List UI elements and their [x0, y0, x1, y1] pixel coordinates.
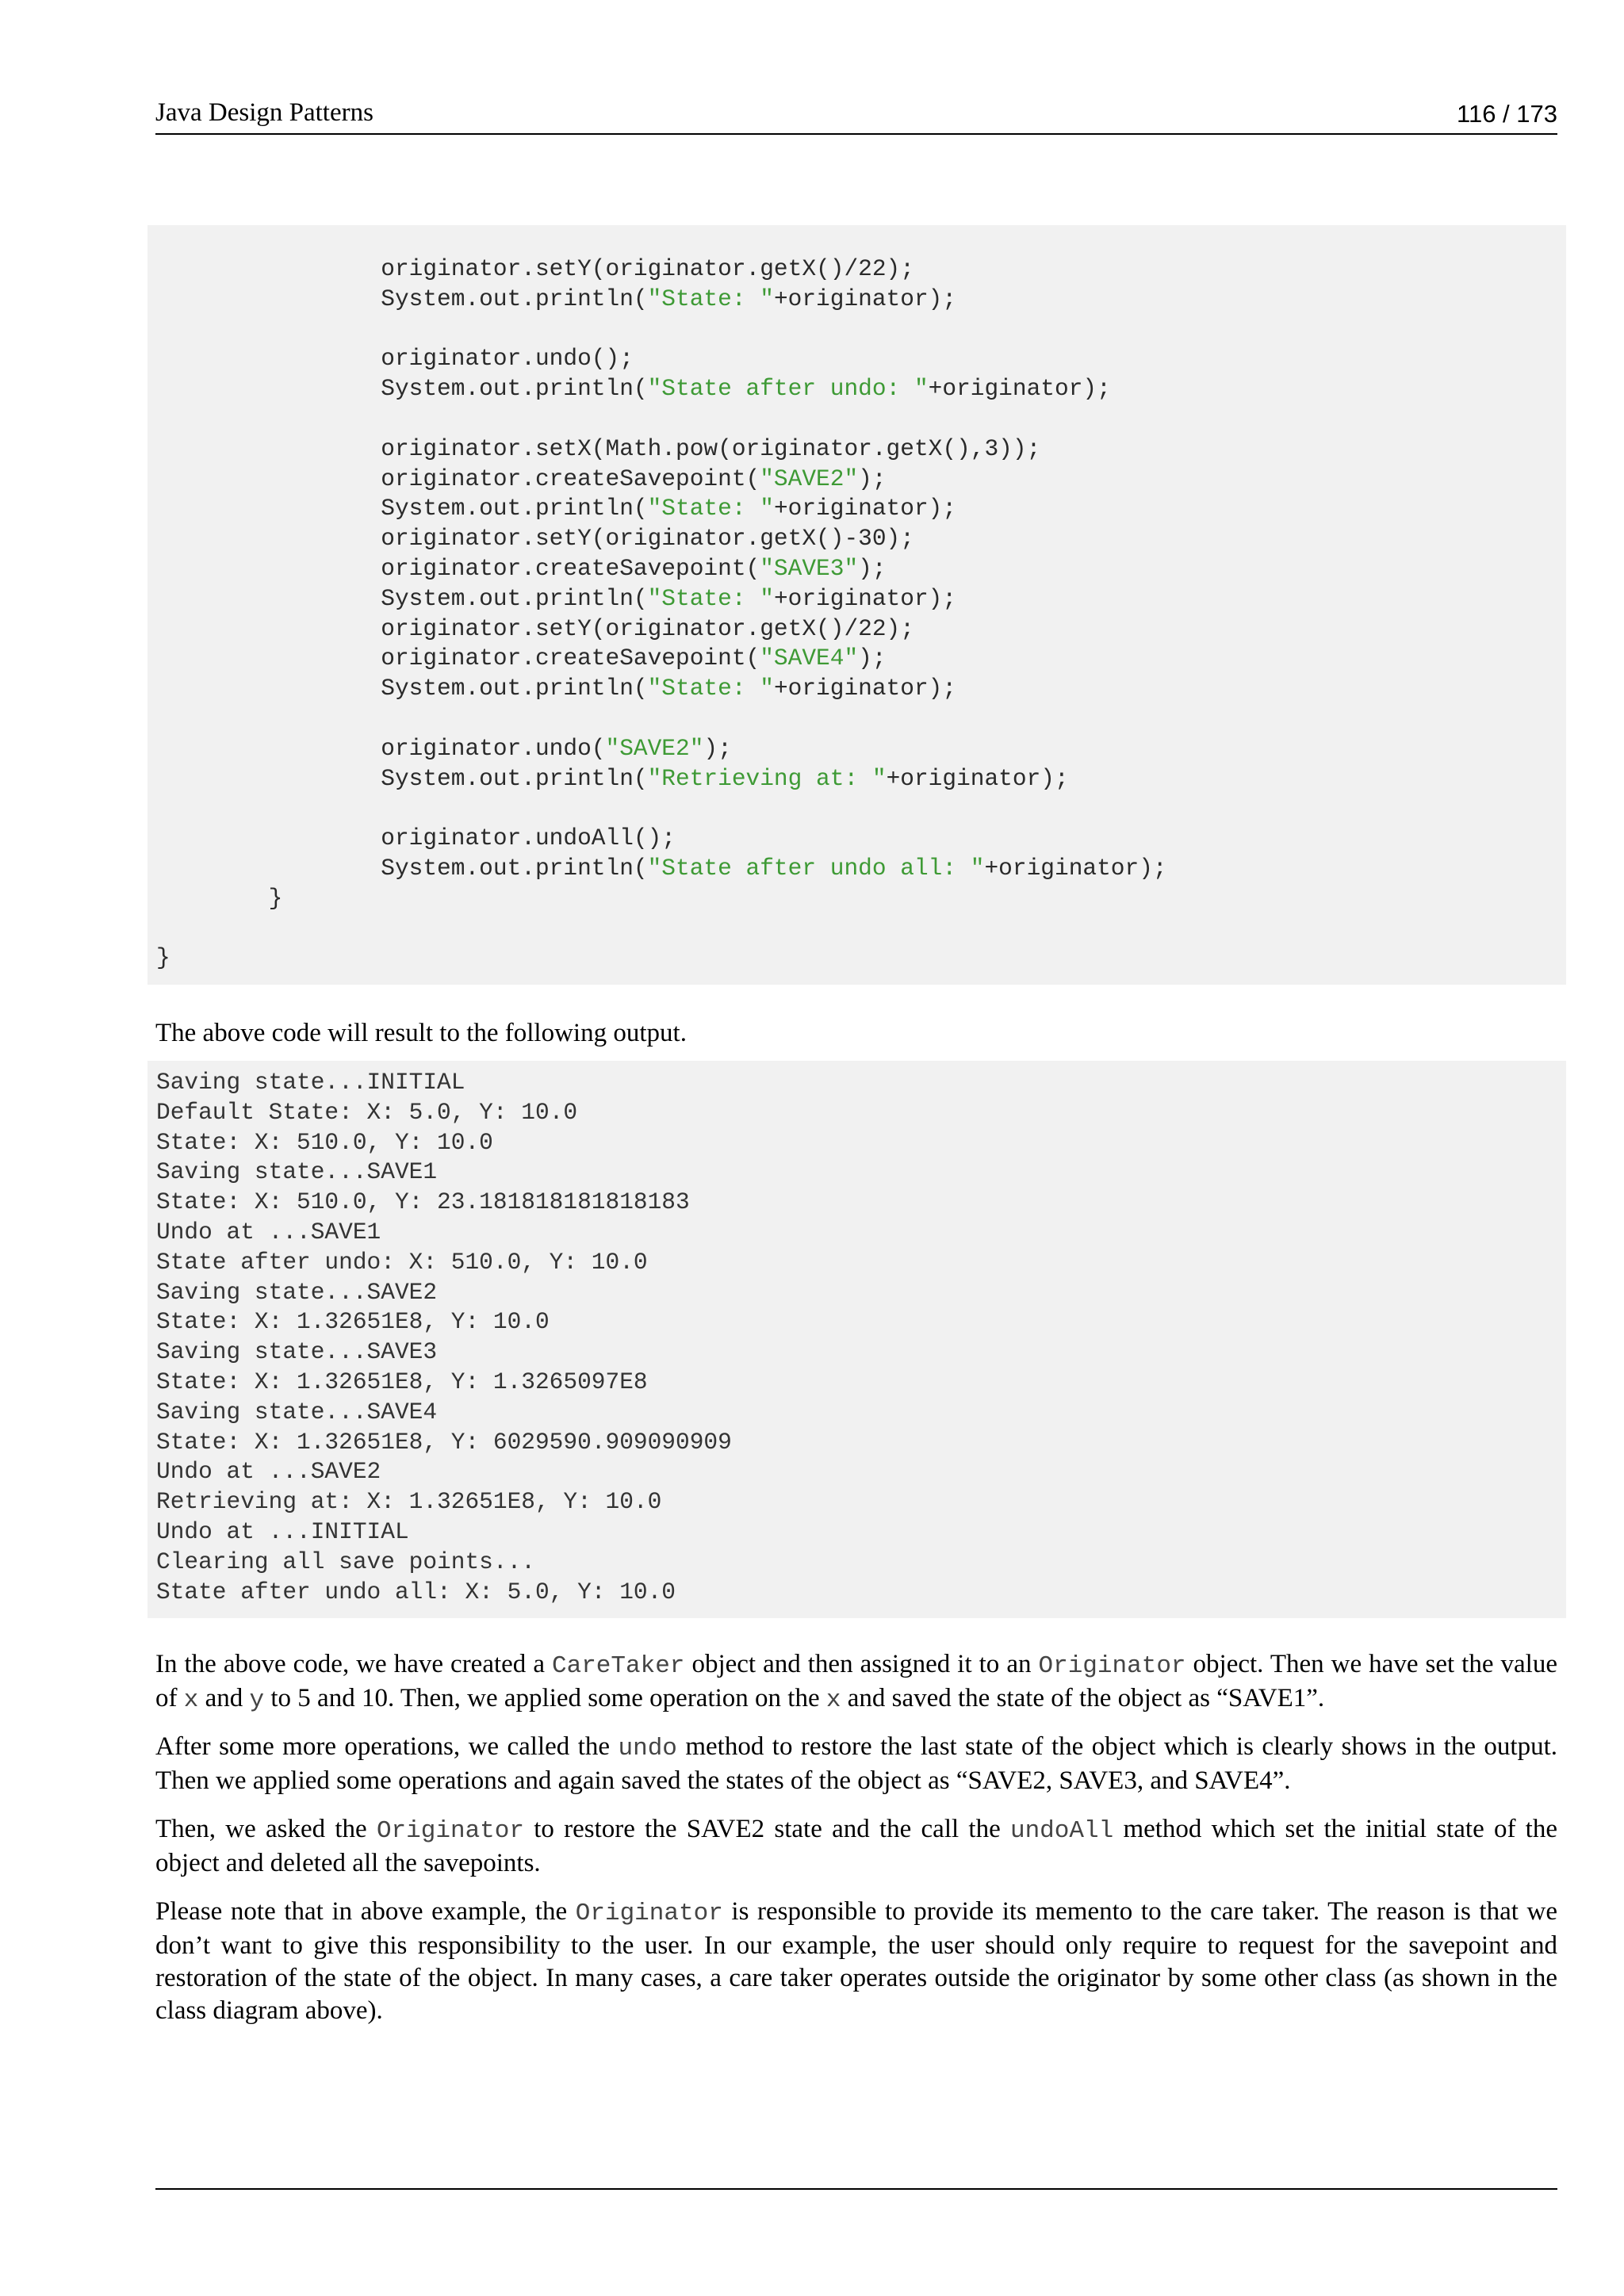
code-line	[156, 434, 1566, 465]
code-line	[156, 554, 1566, 584]
code-text: originator.setX(Math.pow(originator.getX(),3));	[156, 434, 1041, 462]
book-title: Java Design Patterns	[155, 98, 373, 127]
code-text: );	[858, 645, 887, 672]
code-line	[156, 794, 1566, 824]
code-block	[147, 225, 1566, 985]
code-line	[156, 494, 1566, 524]
page-number: 116 / 173	[1457, 100, 1557, 128]
code-text: originator.undo(	[156, 734, 606, 762]
code-string: "State: "	[647, 675, 774, 702]
code-text: }	[156, 884, 283, 912]
output-line: Default State: X: 5.0, Y: 10.0	[156, 1098, 578, 1126]
output-line: State: X: 1.32651E8, Y: 1.3265097E8	[156, 1368, 648, 1395]
code-line	[156, 644, 1566, 674]
code-text: }	[156, 944, 170, 972]
code-line	[156, 254, 1566, 285]
code-string: "SAVE2"	[605, 734, 704, 762]
code-text: originator.createSavepoint(	[156, 554, 760, 582]
footer-rule	[155, 2188, 1557, 2190]
output-line: Undo at ...SAVE2	[156, 1458, 381, 1486]
output-line: Saving state...SAVE4	[156, 1398, 438, 1425]
output-line: Saving state...SAVE3	[156, 1338, 438, 1366]
page-header	[155, 97, 1557, 135]
code-line	[156, 404, 1566, 434]
code-string: "State: "	[647, 495, 774, 522]
code-string: "SAVE2"	[760, 465, 859, 492]
code-text: );	[858, 554, 887, 582]
code-line	[156, 824, 1566, 854]
code-line	[156, 854, 1566, 884]
output-line: State: X: 510.0, Y: 23.181818181818183	[156, 1188, 690, 1216]
code-text: +originator);	[773, 675, 957, 702]
code-text: System.out.println(	[156, 854, 648, 882]
inline-code: undo	[618, 1735, 677, 1762]
code-line	[156, 884, 1566, 914]
output-line: Undo at ...SAVE1	[156, 1218, 381, 1246]
paragraph-note: Please note that in above example, the Originator is responsible to provide its memento to the care taker. The reason is that we don’t want to give this responsibility to the user. In our example, the user should only require to request for the savepoint and restoration of the state of the object. In many cases, a care taker operates outside the originator by some other class (as shown in the class diagram above).	[155, 1897, 1557, 2025]
code-text: originator.setY(originator.getX()/22);	[156, 614, 914, 642]
inline-code: Originator	[376, 1817, 524, 1845]
code-text: originator.setY(originator.getX()-30);	[156, 525, 914, 553]
code-text: +originator);	[928, 375, 1111, 403]
inline-code: undoAll	[1009, 1817, 1114, 1845]
code-text: System.out.println(	[156, 584, 648, 612]
code-string: "SAVE4"	[760, 645, 859, 672]
inline-code: Originator	[1038, 1652, 1186, 1680]
code-text: originator.undoAll();	[156, 825, 676, 852]
inline-code: CareTaker	[551, 1652, 685, 1680]
paragraph-undo-explanation: After some more operations, we called the undo method to restore the last state of the object which is clearly shows in the output. Then we applied some operations and again saved the states of the object as “SAVE2, SAVE3, and SAVE4”.	[155, 1732, 1558, 1795]
code-string: "Retrieving at: "	[647, 764, 887, 792]
code-line	[156, 943, 1566, 974]
code-line	[156, 584, 1566, 614]
code-line	[156, 285, 1566, 315]
code-line	[156, 674, 1566, 704]
code-line	[156, 344, 1566, 374]
code-string: "State: "	[647, 584, 774, 612]
code-line	[156, 914, 1566, 944]
code-text: originator.createSavepoint(	[156, 465, 760, 492]
output-line: Clearing all save points...	[156, 1548, 535, 1575]
code-string: "State after undo all: "	[647, 854, 985, 882]
code-text: System.out.println(	[156, 764, 648, 792]
output-line: Retrieving at: X: 1.32651E8, Y: 10.0	[156, 1488, 662, 1516]
output-block	[147, 1061, 1566, 1618]
paragraph-caretaker-explanation: In the above code, we have created a CareTaker object and then assigned it to an Originator object. Then we have set the value of x and y to 5 and 10. Then, we applied some operation on the x and saved the state of the object as “SAVE1”.	[155, 1650, 1557, 1714]
code-text: +originator);	[984, 854, 1167, 882]
output-intro: The above code will result to the following output.	[155, 1019, 687, 1047]
code-text: System.out.println(	[156, 675, 648, 702]
paragraph-undoall-explanation: Then, we asked the Originator to restore the SAVE2 state and the call the undoAll method which set the initial state of the object and deleted all the savepoints.	[155, 1815, 1557, 1877]
code-text: +originator);	[773, 495, 957, 522]
code-text: originator.undo();	[156, 345, 634, 373]
code-text: );	[858, 465, 887, 492]
code-line	[156, 315, 1566, 345]
code-line	[156, 374, 1566, 404]
code-text: +originator);	[886, 764, 1069, 792]
code-line	[156, 524, 1566, 554]
code-line	[156, 465, 1566, 495]
code-line	[156, 764, 1566, 794]
code-string: "State after undo: "	[647, 375, 929, 403]
output-line: Saving state...INITIAL	[156, 1069, 465, 1096]
code-text: originator.createSavepoint(	[156, 645, 760, 672]
code-text: +originator);	[773, 285, 957, 312]
output-line: State: X: 1.32651E8, Y: 10.0	[156, 1308, 550, 1336]
inline-code: x	[183, 1686, 199, 1714]
code-line	[156, 704, 1566, 734]
code-text: System.out.println(	[156, 285, 648, 312]
code-text: System.out.println(	[156, 495, 648, 522]
output-line: State after undo all: X: 5.0, Y: 10.0	[156, 1578, 676, 1605]
code-text: originator.setY(originator.getX()/22);	[156, 255, 914, 282]
code-string: "SAVE3"	[760, 554, 859, 582]
output-line: State after undo: X: 510.0, Y: 10.0	[156, 1248, 648, 1276]
output-line: Undo at ...INITIAL	[156, 1517, 409, 1545]
output-line: Saving state...SAVE1	[156, 1158, 438, 1186]
code-string: "State: "	[647, 285, 774, 312]
code-text: );	[703, 734, 732, 762]
inline-code: Originator	[575, 1900, 723, 1927]
output-line: Saving state...SAVE2	[156, 1278, 438, 1306]
code-line	[156, 734, 1566, 764]
output-line: State: X: 1.32651E8, Y: 6029590.909090909	[156, 1428, 732, 1456]
inline-code: x	[825, 1686, 841, 1714]
output-line: State: X: 510.0, Y: 10.0	[156, 1128, 493, 1156]
inline-code: y	[249, 1686, 265, 1714]
code-text: System.out.println(	[156, 375, 648, 403]
code-line	[156, 614, 1566, 645]
code-text: +originator);	[773, 584, 957, 612]
